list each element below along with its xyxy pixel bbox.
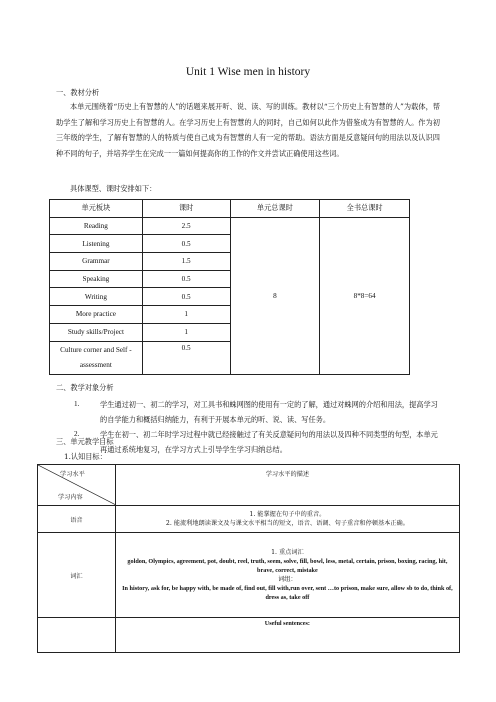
- corner-bottom-label: 学习内容: [58, 494, 83, 501]
- description-line: In history, ask for, be happy with, be made of, find out, fill with,run over, sent …to prison, make sure, allow sb to do, think of, dress as, take off: [122, 585, 453, 601]
- description-line: 词组：: [278, 576, 297, 583]
- description-cell: [115, 506, 459, 533]
- hours-cell: 0.5: [142, 235, 230, 253]
- row-label: 词汇: [38, 533, 116, 618]
- goals-table: [37, 464, 460, 653]
- module-cell: Speaking: [50, 270, 143, 288]
- table-header-row: [38, 465, 460, 506]
- analysis-list: [56, 397, 440, 457]
- table-row: [50, 217, 410, 235]
- corner-top-label: 学习水平: [60, 471, 85, 478]
- list-number: 1.: [74, 400, 80, 408]
- description-line: 2. 能流利地朗读课文及与课文水平相当的短文，语音、语调、句子重音和停顿基本正确。: [165, 520, 409, 527]
- hours-cell: 0.5: [142, 288, 230, 306]
- schedule-table: [49, 199, 410, 375]
- row-label: [38, 618, 116, 653]
- hours-cell: 2.5: [142, 217, 230, 235]
- header-cell: 单元板块: [50, 200, 143, 218]
- list-text: 学生通过初一、初二的学习，对工具书和蛛网图的使用有一定的了解，通过对蛛网的介绍和用法，提高学习的自学能力和概括归纳能力，有利于开展本单元的听、说、读、写任务。: [100, 400, 438, 424]
- section-1-paragraph: 本单元围绕着“历史上有智慧的人”的话题来展开听、说、读、写的训练。教材以“三个历史上有智慧的人”为载体，帮助学生了解和学习历史上有智慧的人。在学习历史上有智慧的人的同时，自己如何以此作为借鉴成为有智慧的人。作为初三年级的学生，了解有智慧的人的特质与使自己成为有智慧的人有一定的帮助。语法方面是反意疑问句的用法以及认识四种不同的句子，并培养学生在完成一一篇如何提高你的工作的作文并尝试正确使用这些词。: [56, 102, 440, 158]
- module-cell: Grammar: [50, 253, 143, 271]
- description-cell: [115, 533, 459, 618]
- table-row: [38, 506, 460, 533]
- table-row: [38, 533, 460, 618]
- section-heading-2: 二、教学对象分析: [56, 383, 114, 392]
- description-cell: [115, 618, 459, 653]
- list-item: [56, 397, 440, 427]
- header-cell: 单元总课时: [230, 200, 320, 218]
- header-cell: 课时: [142, 200, 230, 218]
- hours-cell: 0.5: [142, 341, 230, 374]
- module-cell: Listening: [50, 235, 143, 253]
- row-label: 语音: [38, 506, 116, 533]
- cognitive-goals-label: 1.认知目标：: [64, 452, 107, 461]
- list-number: 2.: [74, 430, 80, 438]
- description-line: goldon, Olympics, agreement, pot, doubt, reel, truth, seem, solve, fill, bowl, less, metal, certain, prison, boxing, racing, hit, brave, correct, mistake: [127, 558, 448, 574]
- diagonal-header-cell: [38, 465, 116, 506]
- module-cell: Writing: [50, 288, 143, 306]
- module-cell: Reading: [50, 217, 143, 235]
- header-cell: 全书总课时: [320, 200, 410, 218]
- section-heading-1: 一、教材分析: [56, 88, 100, 97]
- book-total-cell: 8*8=64: [320, 217, 410, 374]
- list-text: 学生在初一、初二年时学习过程中就已经接触过了有关反意疑问句的用法以及四种不同类型的句型，本单元再通过系统地复习，在学习方式上引导学生学习归纳总结。: [100, 430, 438, 454]
- section-heading-3: 三、单元教学目标: [56, 437, 114, 446]
- module-cell: Culture corner and Self -assessment: [50, 341, 143, 374]
- unit-title: Unit 1 Wise men in history: [185, 66, 311, 78]
- description-line: 1. 能掌握在句子中的重音。: [249, 511, 326, 518]
- description-line: Useful sentences:: [264, 620, 310, 627]
- table-row: [38, 618, 460, 653]
- hours-cell: 1: [142, 306, 230, 324]
- table-header-row: [50, 200, 410, 218]
- schedule-intro: 具体课型、课时安排如下：: [70, 184, 157, 193]
- unit-total-cell: 8: [230, 217, 320, 374]
- module-cell: Study skills/Project: [50, 323, 143, 341]
- hours-cell: 1: [142, 323, 230, 341]
- hours-cell: 0.5: [142, 270, 230, 288]
- description-line: 1. 重点词汇: [271, 549, 304, 556]
- hours-cell: 1.5: [142, 253, 230, 271]
- module-cell: More practice: [50, 306, 143, 324]
- header-cell: 学习水平的描述: [115, 465, 459, 506]
